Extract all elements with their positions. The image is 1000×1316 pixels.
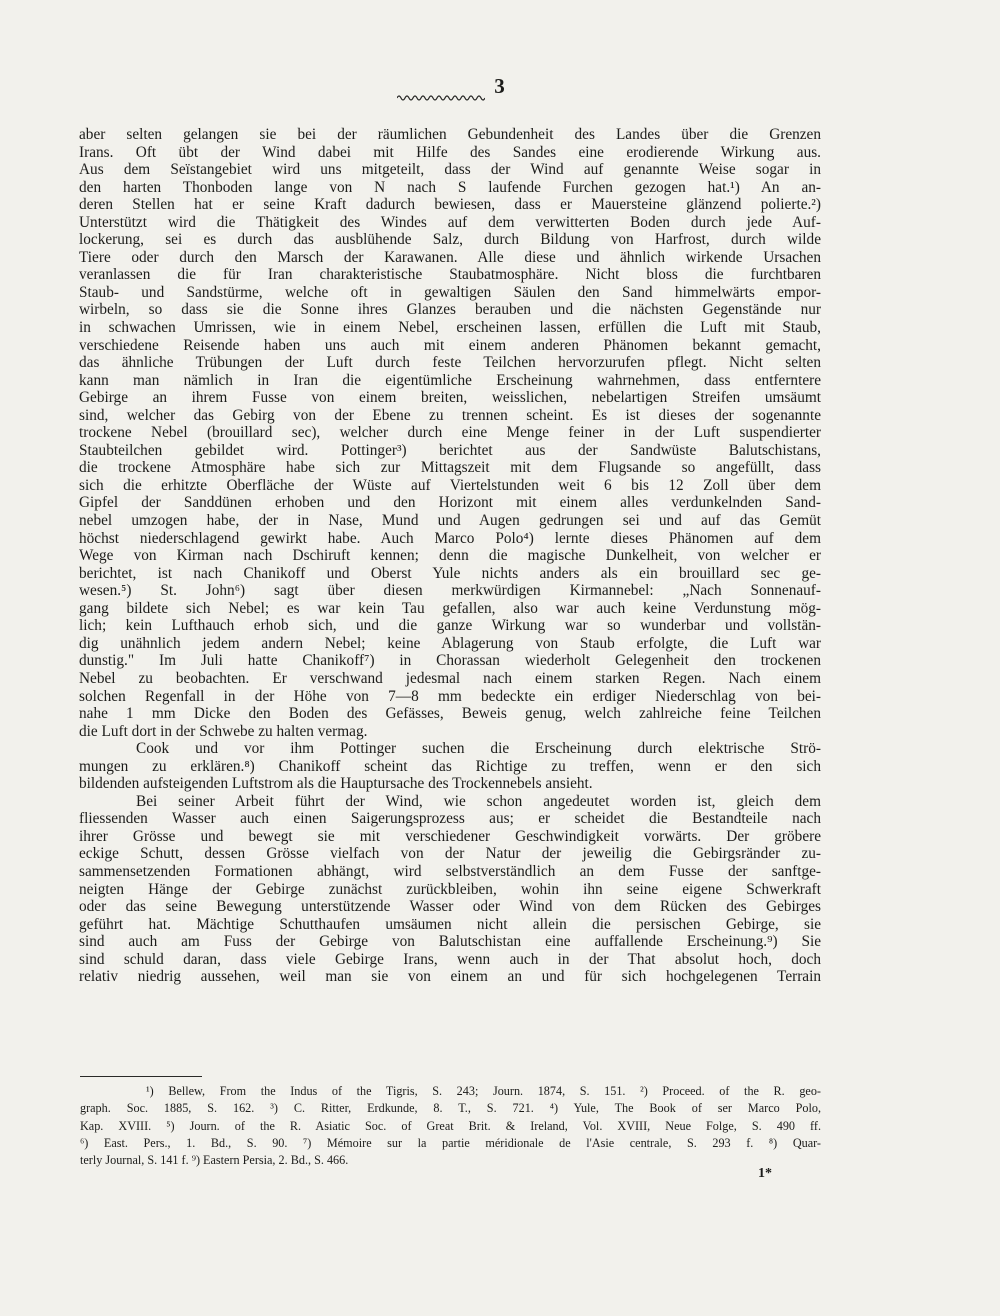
- text-line: trockene Nebel (brouillard sec), welcher durch eine Menge feiner in der Luft suspendierter: [79, 424, 821, 442]
- text-line: die Luft dort in der Schwebe zu halten vermag.: [79, 722, 368, 740]
- signature-mark: 1*: [758, 1166, 772, 1181]
- text-line: sind, welcher das Gebirg von der Ebene zu trennen scheint. Es ist dieses der sogenannte: [79, 406, 821, 424]
- paragraph-3: [79, 793, 821, 986]
- page-number-ornament: [397, 94, 485, 102]
- text-line: Unterstützt wird die Thätigkeit des Windes auf dem verwitterten Boden durch jede Auf-: [79, 213, 821, 231]
- text-line: die trockene Atmosphäre habe sich zur Mittagszeit mit dem Flugsande so angefüllt, dass: [79, 459, 821, 477]
- text-line: Cook und vor ihm Pottinger suchen die Erscheinung durch elektrische Strö-: [136, 740, 821, 758]
- footnotes: [80, 1083, 821, 1169]
- text-line: mungen zu erklären.⁸) Chanikoff scheint das Richtige zu treffen, wenn er den sich: [79, 757, 821, 775]
- text-line: sich die erhitzte Oberfläche der Wüste auf Viertelstunden weit 6 bis 12 Zoll über dem: [79, 476, 821, 494]
- text-line: sind auch am Fuss der Gebirge von Balutschistan eine auffallende Erscheinung.⁹) Sie: [79, 933, 821, 951]
- text-line: nebel umzogen habe, der in Nase, Mund und Augen gedrungen sei und auf das Gemüt: [79, 512, 821, 530]
- text-line: Wege von Kirman nach Dschiruft kennen; denn die magische Dunkelheit, von welcher er: [79, 547, 821, 565]
- footnote-line: terly Journal, S. 141 f. ⁹) Eastern Persia, 2. Bd., S. 466.: [80, 1153, 349, 1168]
- text-line: höchst niederschlagend gewirkt habe. Auch Marco Polo⁴) lernte dieses Phänomen auf dem: [79, 529, 821, 547]
- text-line: den harten Thonboden lange von N nach S laufende Furchen gezogen hat.¹) An an-: [79, 178, 821, 196]
- text-line: eckige Schutt, dessen Grösse vielfach von der Natur der jeweilig die Gebirgsränder zu-: [79, 845, 821, 863]
- text-line: das ähnliche Trübungen der Luft durch feste Teilchen hervorzurufen pflegt. Nicht selten: [79, 354, 821, 372]
- text-line: kann man nämlich in Iran die eigentümliche Erscheinung wahrnehmen, dass entferntere: [79, 371, 821, 389]
- text-line: lockerung, sei es durch das ausblühende Salz, durch Bildung von Harfrost, durch wilde: [79, 231, 821, 249]
- text-line: in schwachen Umrissen, wie in einem Nebel, erscheinen lassen, erfüllen die Luft mit Staub,: [79, 319, 821, 337]
- text-line: neigten Hänge der Gebirge zunächst zurückbleiben, wohin ihn seine eigene Schwerkraft: [79, 880, 821, 898]
- text-line: verschiedene Reisende haben uns auch mit einem anderen Phänomen bekannt gemacht,: [79, 336, 821, 354]
- text-line: relativ niedrig aussehen, weil man sie von einem an und für sich hochgelegenen Terrain: [79, 968, 821, 986]
- body-text: [79, 126, 821, 986]
- text-line: veranlassen die für Iran charakteristische Staubatmosphäre. Nicht bloss die furchtbaren: [79, 266, 821, 284]
- text-line: Aus dem Seïstangebiet wird uns mitgeteilt, dass der Wind auf genannte Weise sogar in: [79, 161, 821, 179]
- text-line: gang bildete sich Nebel; es war kein Tau gefallen, also war auch keine Verdunstung mög-: [79, 599, 821, 617]
- text-line: deren Stellen hat er seine Kraft dadurch bewiesen, dass er Mauersteine glänzend polierte.²): [79, 196, 821, 214]
- footnote-line: ⁶) East. Pers., 1. Bd., S. 90. ⁷) Mémoire sur la partie méridionale de l'Asie centrale, S. 293 f. ⁸) Quar-: [80, 1135, 821, 1150]
- text-line: sammensetzenden Formationen abhängt, wird selbstverständlich an dem Fusse der sanftge-: [79, 862, 821, 880]
- text-line: geführt hat. Mächtige Schutthaufen umsäumen nicht allein die persischen Gebirge, sie: [79, 915, 821, 933]
- text-line: wirbeln, so dass sie die Sonne ihres Glanzes berauben und die nächsten Gegenstände nur: [79, 301, 821, 319]
- page-number: 3: [494, 74, 506, 98]
- text-line: sind schuld daran, dass viele Gebirge Irans, wenn auch in der That absolut hoch, doch: [79, 950, 821, 968]
- text-line: fliessenden Wasser auch einen Saigerungsprozess aus; er scheidet die Bestandteile nach: [79, 810, 821, 828]
- text-line: Staubteilchen gebildet wird. Pottinger³) berichtet aus der Sandwüste Balutschistans,: [79, 441, 821, 459]
- text-line: nahe 1 mm Dicke den Boden des Gefässes, Beweis genug, welch zahlreiche feine Teilchen: [79, 705, 821, 723]
- text-line: oder das seine Bewegung unterstützende Wasser oder Wind von dem Rücken des Gebirges: [79, 898, 821, 916]
- text-line: Gebirge an ihrem Fusse von einem breiten, weisslichen, nebelartigen Streifen umsäumt: [79, 389, 821, 407]
- text-line: bildenden aufsteigenden Luftstrom als die Hauptursache des Trockennebels ansieht.: [79, 775, 593, 793]
- text-line: dig unähnlich jedem andern Nebel; keine Ablagerung von Staub erfolgte, die Luft war: [79, 634, 821, 652]
- footnote-rule: [80, 1076, 202, 1077]
- text-line: Irans. Oft übt der Wind dabei mit Hilfe des Sandes eine erodierende Wirkung aus.: [79, 143, 821, 161]
- footnote-line: ¹) Bellew, From the Indus of the Tigris, S. 243; Journ. 1874, S. 151. ²) Proceed. of the R. geo-: [146, 1084, 821, 1098]
- footnote-line: graph. Soc. 1885, S. 162. ³) C. Ritter, Erdkunde, 8. T., S. 721. ⁴) Yule, The Book of ser Marco Polo,: [80, 1101, 821, 1116]
- text-line: dunstig." Im Juli hatte Chanikoff⁷) in Chorassan wiederholt Gelegenheit den trockenen: [79, 652, 821, 670]
- text-line: solchen Regenfall in der Höhe von 7—8 mm bedeckte ein erdiger Niederschlag von bei-: [79, 687, 821, 705]
- text-line: wesen.⁵) St. John⁶) sagt über diesen merkwürdigen Kirmannebel: „Nach Sonnenauf-: [79, 582, 821, 600]
- text-line: Bei seiner Arbeit führt der Wind, wie schon angedeutet worden ist, gleich dem: [136, 792, 821, 810]
- text-line: lich; kein Lufthauch erhob sich, und die ganze Wirkung war so wunderbar und vollstän-: [79, 617, 821, 635]
- text-line: Staub- und Sandstürme, welche oft in gewaltigen Säulen den Sand himmelwärts empor-: [79, 283, 821, 301]
- paragraph-2: [79, 740, 821, 793]
- text-line: aber selten gelangen sie bei der räumlichen Gebundenheit des Landes über die Grenzen: [79, 126, 821, 143]
- text-line: Nebel zu beobachten. Er verschwand jedesmal nach einem starken Regen. Nach einem: [79, 669, 821, 687]
- paragraph-1: [79, 126, 821, 740]
- text-line: ihrer Grösse und bewegt sie mit verschiedener Geschwindigkeit vorwärts. Der gröbere: [79, 827, 821, 845]
- text-line: berichtet, ist nach Chanikoff und Oberst Yule nichts anders als ein brouillard sec ge-: [79, 564, 821, 582]
- footnote-line: Kap. XVIII. ⁵) Journ. of the R. Asiatic Soc. of Great Brit. & Ireland, Vol. XVIII, Neue Folge, S. 490 ff.: [80, 1118, 821, 1133]
- text-line: Gipfel der Sanddünen erhoben und den Horizont mit einem alles verdunkelnden Sand-: [79, 494, 821, 512]
- text-line: Tiere oder durch den Marsch der Karawanen. Alle diese und ähnlich wirkende Ursachen: [79, 248, 821, 266]
